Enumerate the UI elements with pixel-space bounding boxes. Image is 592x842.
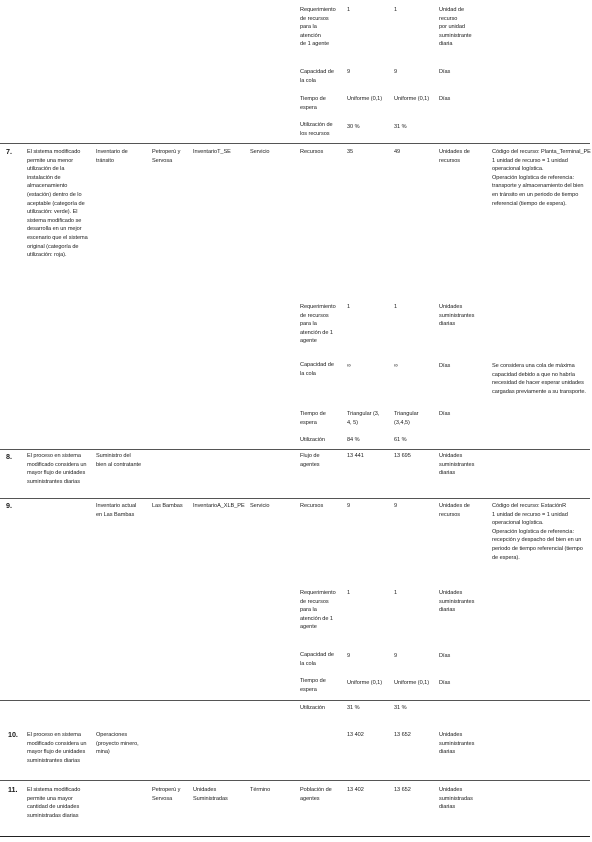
row-note: Código del recurso: Planta_Terminal_PE 1 unidad de recurso = 1 unidad operacional logística. Operación logística de referencia: transporte y almacenamiento del bien en tránsito en un periodo de tiempo referencial (tiempo de espera). <box>492 149 591 207</box>
value-modified: 31 % <box>394 705 407 711</box>
value-original: 84 % <box>347 437 360 443</box>
row-actor: Las Bambas <box>152 503 183 509</box>
value-modified: 9 <box>394 69 398 75</box>
row-component: Suministro del bien al contratante <box>96 453 142 468</box>
value-original: 13 441 <box>347 453 364 459</box>
row-divider <box>0 700 590 701</box>
value-modified: 1 <box>394 304 398 310</box>
param-label: Utilización de los recursos <box>300 122 333 137</box>
row-component: Unidades Suministradas <box>193 787 228 802</box>
row-note: Se considera una cola de máxima capacidad debido a que no habría necesidad de hacer esperar unidades cargadas previamente a su transporte. <box>492 363 586 395</box>
value-unit: Días <box>439 96 451 102</box>
value-original: 31 % <box>347 705 360 711</box>
value-original: 1 <box>347 7 351 13</box>
row-type: Servicio <box>250 503 270 509</box>
param-label: Utilización <box>300 437 325 443</box>
value-original: 1 <box>347 590 351 596</box>
value-modified: 9 <box>394 503 398 509</box>
row-divider <box>0 449 590 450</box>
value-unit: Unidades suministrantes diarias <box>439 590 475 614</box>
value-original: Uniforme (0,1) <box>347 680 383 686</box>
value-modified: 13 695 <box>394 453 411 459</box>
row-divider <box>0 143 590 144</box>
row-type: Servicio <box>250 149 270 155</box>
value-unit: Días <box>439 653 451 659</box>
row-component: Operaciones (proyecto minero, mina) <box>96 732 139 756</box>
param-label: Tiempo de espera <box>300 411 326 426</box>
row-divider <box>0 498 590 499</box>
value-modified: 1 <box>394 590 398 596</box>
row-code: InventarioT_SE <box>193 149 231 155</box>
value-original: Uniforme (0,1) <box>347 96 383 102</box>
value-original: 13 402 <box>347 732 364 738</box>
row-description: El sistema modificado permite una menor utilización de la instalación de almacenamiento (estación) dentro de lo aceptable (categoría de utilización: verde). El sistema modificado se desarrolla en un mejor escenario que el sistema original (categoría de utilización: roja). <box>27 149 88 259</box>
row-code: InventarioA_XLB_PE <box>193 503 245 509</box>
value-modified: 49 <box>394 149 401 155</box>
row-description: El proceso en sistema modificado considera un mayor flujo de unidades suministrantes diarias <box>27 453 87 485</box>
row-number: 9. <box>6 501 12 510</box>
param-label: Capacidad de la cola <box>300 652 334 667</box>
value-unit: Días <box>439 411 451 417</box>
row-number: 11. <box>8 785 18 794</box>
value-modified: ∞ <box>394 363 398 369</box>
row-description: El proceso en sistema modificado considera un mayor flujo de unidades suministrantes diarias <box>27 732 87 764</box>
value-original: 30 % <box>347 124 360 130</box>
value-unit: Unidad de recurso por unidad suministrante diaria <box>439 7 472 48</box>
value-original: Triangular (3, 4, 5) <box>347 411 380 426</box>
value-unit: Días <box>439 69 451 75</box>
row-component: Inventario de tránsito <box>96 149 128 164</box>
value-modified: Uniforme (0,1) <box>394 680 430 686</box>
value-original: 9 <box>347 503 351 509</box>
row-divider <box>0 780 590 781</box>
param-label: Tiempo de espera <box>300 678 326 693</box>
value-original: 35 <box>347 149 354 155</box>
row-note: Código del recurso: EstaciónR 1 unidad de recurso = 1 unidad operacional logística. Operación logística de referencia: recepción y despacho del bien en un periodo de tiempo referencial (tiempo de espera). <box>492 503 583 561</box>
param-label: Utilización <box>300 705 325 711</box>
value-unit: Unidades de recursos <box>439 503 470 518</box>
param-label: Recursos <box>300 503 324 509</box>
value-modified: Triangular (3,4,5) <box>394 411 419 426</box>
param-label: Población de agentes <box>300 787 332 802</box>
row-description: El sistema modificado permite una mayor cantidad de unidades suministradas diarias <box>27 787 81 819</box>
value-modified: Uniforme (0,1) <box>394 96 430 102</box>
row-number: 8. <box>6 452 12 461</box>
row-actor: Petroperú y Servosa <box>152 787 181 802</box>
param-label: Requerimiento de recursos para la atención de 1 agente <box>300 7 336 48</box>
value-original: ∞ <box>347 363 351 369</box>
row-type: Término <box>250 787 271 793</box>
value-unit: Días <box>439 363 451 369</box>
param-label: Tiempo de espera <box>300 96 326 111</box>
row-number: 7. <box>6 147 12 156</box>
value-modified: 9 <box>394 653 398 659</box>
value-original: 13 402 <box>347 787 364 793</box>
value-unit: Unidades de recursos <box>439 149 470 164</box>
row-component: Inventario actual en Las Bambas <box>96 503 137 518</box>
row-number: 10. <box>8 730 18 739</box>
value-unit: Días <box>439 680 451 686</box>
row-actor: Petroperú y Servosa <box>152 149 181 164</box>
table-bottom-rule <box>0 836 590 837</box>
param-label: Requerimiento de recursos para la atención de 1 agente <box>300 590 336 631</box>
param-label: Recursos <box>300 149 324 155</box>
param-label: Flujo de agentes <box>300 453 320 468</box>
value-modified: 31 % <box>394 124 407 130</box>
value-unit: Unidades suministradas diarias <box>439 787 473 811</box>
value-modified: 13 652 <box>394 787 411 793</box>
param-label: Capacidad de la cola <box>300 362 334 377</box>
value-original: 1 <box>347 304 351 310</box>
value-original: 9 <box>347 69 351 75</box>
value-modified: 13 652 <box>394 732 411 738</box>
value-modified: 61 % <box>394 437 407 443</box>
value-modified: 1 <box>394 7 398 13</box>
param-label: Requerimiento de recursos para la atención de 1 agente <box>300 304 336 345</box>
value-unit: Unidades suministrantes diarias <box>439 732 475 756</box>
value-unit: Unidades suministrantes diarias <box>439 304 475 328</box>
value-unit: Unidades suministrantes diarias <box>439 453 475 477</box>
param-label: Capacidad de la cola <box>300 69 334 84</box>
value-original: 9 <box>347 653 351 659</box>
